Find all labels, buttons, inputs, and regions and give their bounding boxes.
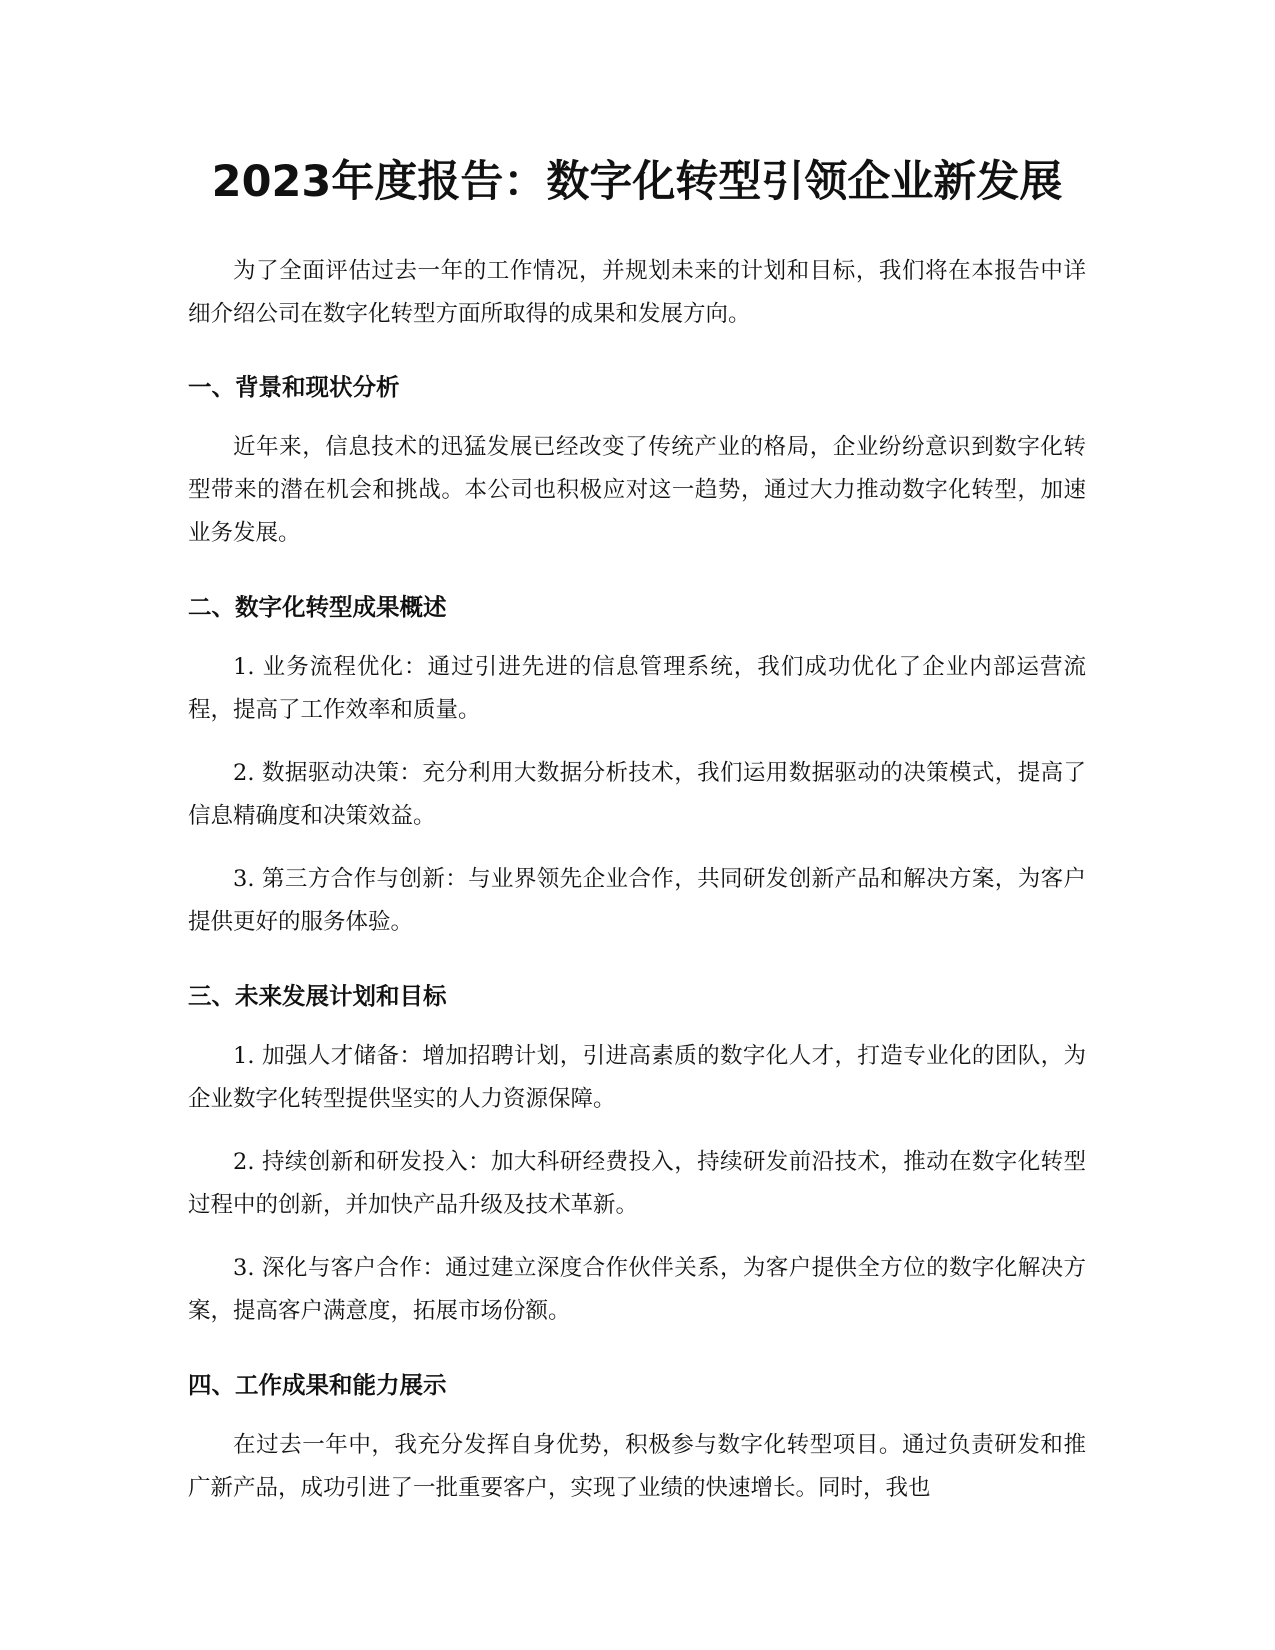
achievement-item-1: 1. 业务流程优化：通过引进先进的信息管理系统，我们成功优化了企业内部运营流程，提高了工作效率和质量。 bbox=[188, 654, 1086, 723]
section-heading-work-results: 四、工作成果和能力展示 bbox=[188, 1371, 447, 1399]
section-heading-background: 一、背景和现状分析 bbox=[188, 373, 400, 401]
intro-paragraph: 为了全面评估过去一年的工作情况，并规划未来的计划和目标，我们将在本报告中详细介绍公司在数字化转型方面所取得的成果和发展方向。 bbox=[188, 258, 1086, 327]
achievement-item-3: 3. 第三方合作与创新：与业界领先企业合作，共同研发创新产品和解决方案，为客户提供更好的服务体验。 bbox=[188, 866, 1086, 935]
document-title: 2023年度报告：数字化转型引领企业新发展 bbox=[211, 157, 1063, 207]
plan-item-2: 2. 持续创新和研发投入：加大科研经费投入，持续研发前沿技术，推动在数字化转型过程中的创新，并加快产品升级及技术革新。 bbox=[188, 1149, 1086, 1218]
work-results-paragraph: 在过去一年中，我充分发挥自身优势，积极参与数字化转型项目。通过负责研发和推广新产品，成功引进了一批重要客户，实现了业绩的快速增长。同时，我也 bbox=[188, 1432, 1086, 1501]
plan-item-1: 1. 加强人才储备：增加招聘计划，引进高素质的数字化人才，打造专业化的团队，为企业数字化转型提供坚实的人力资源保障。 bbox=[188, 1043, 1086, 1112]
background-paragraph: 近年来，信息技术的迅猛发展已经改变了传统产业的格局，企业纷纷意识到数字化转型带来的潜在机会和挑战。本公司也积极应对这一趋势，通过大力推动数字化转型，加速业务发展。 bbox=[188, 434, 1086, 546]
achievement-item-2: 2. 数据驱动决策：充分利用大数据分析技术，我们运用数据驱动的决策模式，提高了信息精确度和决策效益。 bbox=[188, 760, 1086, 829]
section-heading-future-plans: 三、未来发展计划和目标 bbox=[188, 982, 447, 1010]
plan-item-3: 3. 深化与客户合作：通过建立深度合作伙伴关系，为客户提供全方位的数字化解决方案，提高客户满意度，拓展市场份额。 bbox=[188, 1255, 1086, 1324]
document-body bbox=[188, 140, 1086, 1510]
section-heading-achievements: 二、数字化转型成果概述 bbox=[188, 593, 447, 621]
